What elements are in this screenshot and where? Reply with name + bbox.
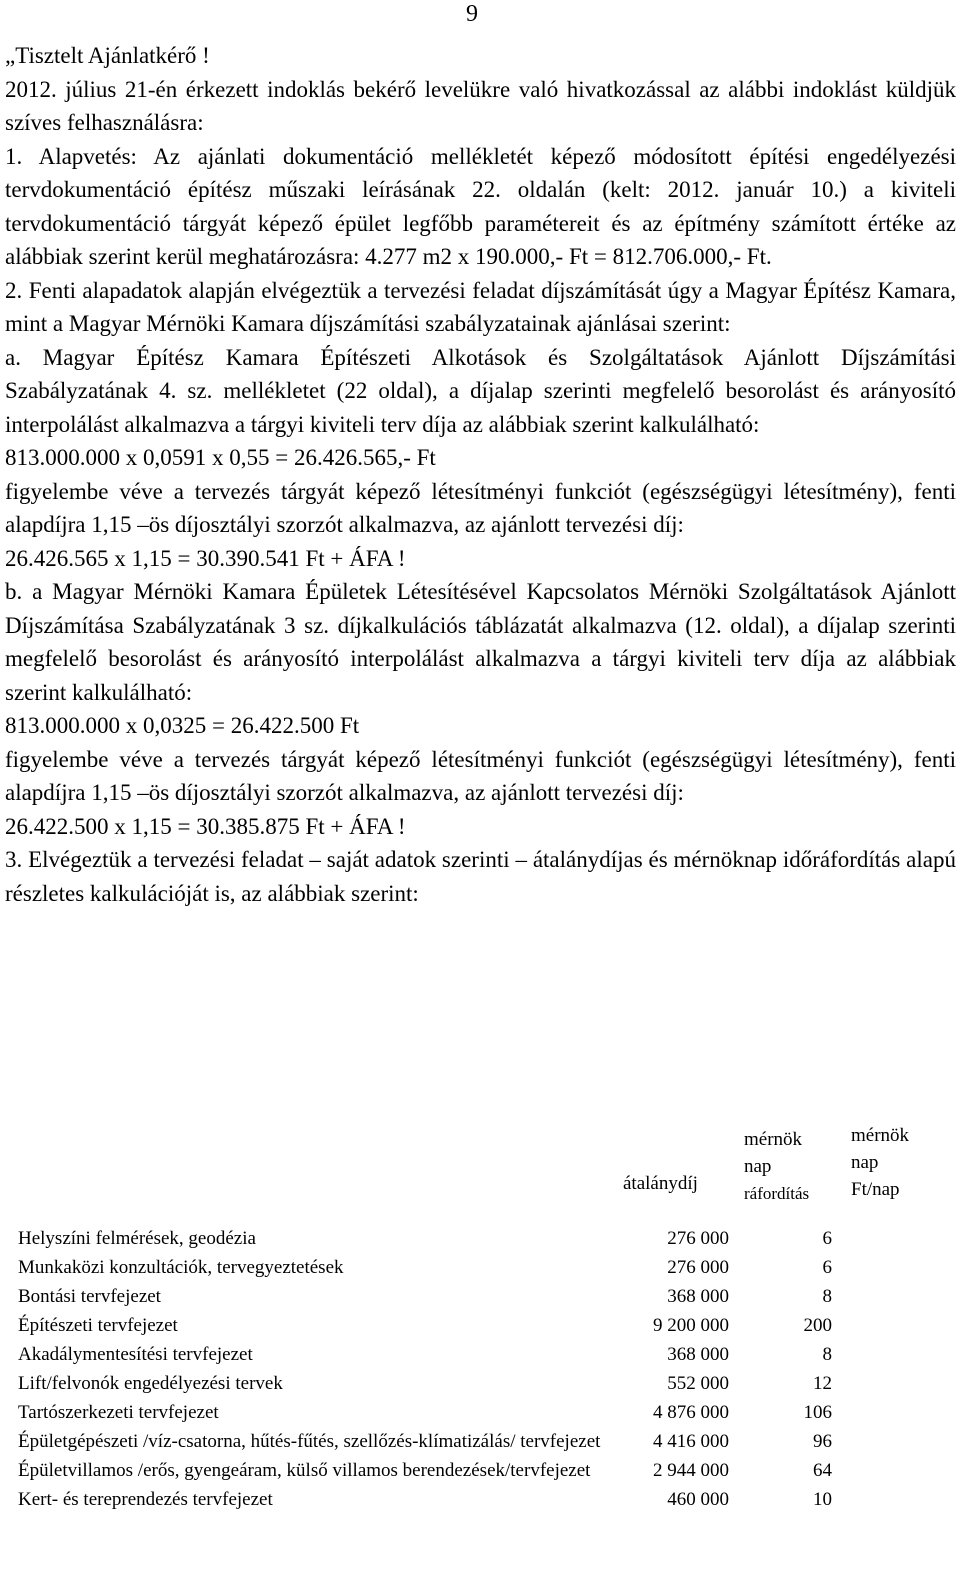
row-engineer-days: 6 [822,1228,832,1249]
row-label: Építészeti tervfejezet [18,1315,178,1336]
header-day-rate-line3: Ft/nap [851,1179,900,1200]
section-2b-multiplier-paragraph: figyelembe véve a tervezés tárgyát képező létesítményi funkciót (egészségügyi létesítmény), fenti alapdíjra 1,15 –ös díjosztályi szorzót alkalmazva, az ajánlott tervezési díj: [5,746,956,805]
row-lump-sum: 276 000 [667,1228,729,1249]
calculation-2b-result: 26.422.500 x 1,15 = 30.385.875 Ft + ÁFA ! [5,813,406,839]
header-lump-sum: átalánydíj [623,1173,698,1194]
table-header [0,1126,960,1216]
row-label: Tartószerkezeti tervfejezet [18,1402,219,1423]
row-label: Helyszíni felmérések, geodézia [18,1228,256,1249]
page-number: 9 [466,1,478,27]
header-day-rate [851,1122,931,1203]
row-lump-sum: 276 000 [667,1257,729,1278]
table-row [18,1398,838,1427]
row-engineer-days: 64 [813,1460,832,1481]
row-label: Épületvillamos /erős, gyengeáram, külső villamos berendezések/tervfejezet [18,1460,591,1481]
section-2a-paragraph: a. Magyar Építész Kamara Építészeti Alkotások és Szolgáltatások Ajánlott Díjszámítási Szabályzatának 4. sz. mellékletet (22 oldal), a díjalap szerinti megfelelő besorolást és arányosító interpolálást alkalmazva a tárgyi kiviteli terv díja az alábbiak szerint kalkulálható: [5,344,956,437]
row-lump-sum: 552 000 [667,1373,729,1394]
row-label: Kert- és tereprendezés tervfejezet [18,1489,273,1510]
header-day-rate-line1: mérnök [851,1125,910,1146]
section-1-paragraph: 1. Alapvetés: Az ajánlati dokumentáció mellékletét képező módosított építési engedélyezési tervdokumentáció építész műszaki leírásának 22. oldalán (kelt: 2012. január 10.) a kiviteli tervdokumentáció tárgyát képező épület legfőbb paramétereit és az építmény számított értéke az alábbiak szerint kerül meghatározásra: 4.277 m2 x 190.000,- Ft = 812.706.000,- Ft. [5,143,956,269]
table-row [18,1456,838,1485]
header-engineer-days-line3: ráfordítás [744,1184,810,1203]
row-engineer-days: 12 [813,1373,832,1394]
row-engineer-days: 6 [822,1257,832,1278]
header-engineer-days-line1: mérnök [744,1129,803,1150]
row-lump-sum: 368 000 [667,1286,729,1307]
section-2-paragraph: 2. Fenti alapadatok alapján elvégeztük a tervezési feladat díjszámítását úgy a Magyar Építész Kamara, mint a Magyar Mérnöki Kamara díjszámítási szabályzatainak ajánlásai szerint: [5,277,956,336]
letter-body [5,39,956,910]
row-engineer-days: 200 [803,1315,832,1336]
table-row [18,1485,838,1514]
fee-table [18,1224,838,1514]
row-lump-sum: 4 876 000 [653,1402,729,1423]
row-label: Munkaközi konzultációk, tervegyeztetések [18,1257,344,1278]
table-row [18,1340,838,1369]
header-day-rate-line2: nap [851,1152,879,1173]
row-lump-sum: 2 944 000 [653,1460,729,1481]
row-lump-sum: 9 200 000 [653,1315,729,1336]
row-lump-sum: 460 000 [667,1489,729,1510]
row-lump-sum: 368 000 [667,1344,729,1365]
section-3-paragraph: 3. Elvégeztük a tervezési feladat – saját adatok szerinti – átalánydíjas és mérnöknap időráfordítás alapú részletes kalkulációját is, az alábbiak szerint: [5,847,956,906]
calculation-2a-base: 813.000.000 x 0,0591 x 0,55 = 26.426.565,- Ft [5,445,436,470]
table-row [18,1369,838,1398]
salutation: „Tisztelt Ajánlatkérő ! [5,43,210,68]
table-row [18,1427,838,1456]
row-engineer-days: 10 [813,1489,832,1510]
row-engineer-days: 106 [803,1402,832,1423]
row-lump-sum: 4 416 000 [653,1431,729,1452]
row-label: Akadálymentesítési tervfejezet [18,1344,253,1365]
row-engineer-days: 8 [822,1344,832,1365]
table-row [18,1253,838,1282]
calculation-2b-base: 813.000.000 x 0,0325 = 26.422.500 Ft [5,713,360,738]
table-row [18,1282,838,1311]
section-2b-paragraph: b. a Magyar Mérnöki Kamara Épületek Létesítésével Kapcsolatos Mérnöki Szolgáltatások Ajánlott Díjszámítása Szabályzatának 3 sz. díjkalkulációs táblázatát alkalmazva (12. oldal), a díjalap szerinti megfelelő besorolást és arányosító interpolálást alkalmazva a tárgyi kiviteli terv díja az alábbiak szerint kalkulálható: [5,579,956,705]
header-engineer-days-line2: nap [744,1156,772,1177]
section-2a-multiplier-paragraph: figyelembe véve a tervezés tárgyát képező létesítményi funkciót (egészségügyi létesítmény), fenti alapdíjra 1,15 –ös díjosztályi szorzót alkalmazva, az ajánlott tervezési díj: [5,478,956,537]
row-label: Bontási tervfejezet [18,1286,161,1307]
table-row [18,1311,838,1340]
intro-paragraph: 2012. július 21-én érkezett indoklás bekérő levelükre való hivatkozással az alábbi indoklást küldjük szíves felhasználásra: [5,76,956,135]
row-engineer-days: 8 [822,1286,832,1307]
row-engineer-days: 96 [813,1431,832,1452]
calculation-2a-result: 26.426.565 x 1,15 = 30.390.541 Ft + ÁFA ! [5,545,406,571]
table-row [18,1224,838,1253]
row-label: Lift/felvonók engedélyezési tervek [18,1373,283,1394]
row-label: Épületgépészeti /víz-csatorna, hűtés-fűtés, szellőzés-klímatizálás/ tervfejezet [18,1431,601,1452]
header-engineer-days [744,1126,834,1207]
